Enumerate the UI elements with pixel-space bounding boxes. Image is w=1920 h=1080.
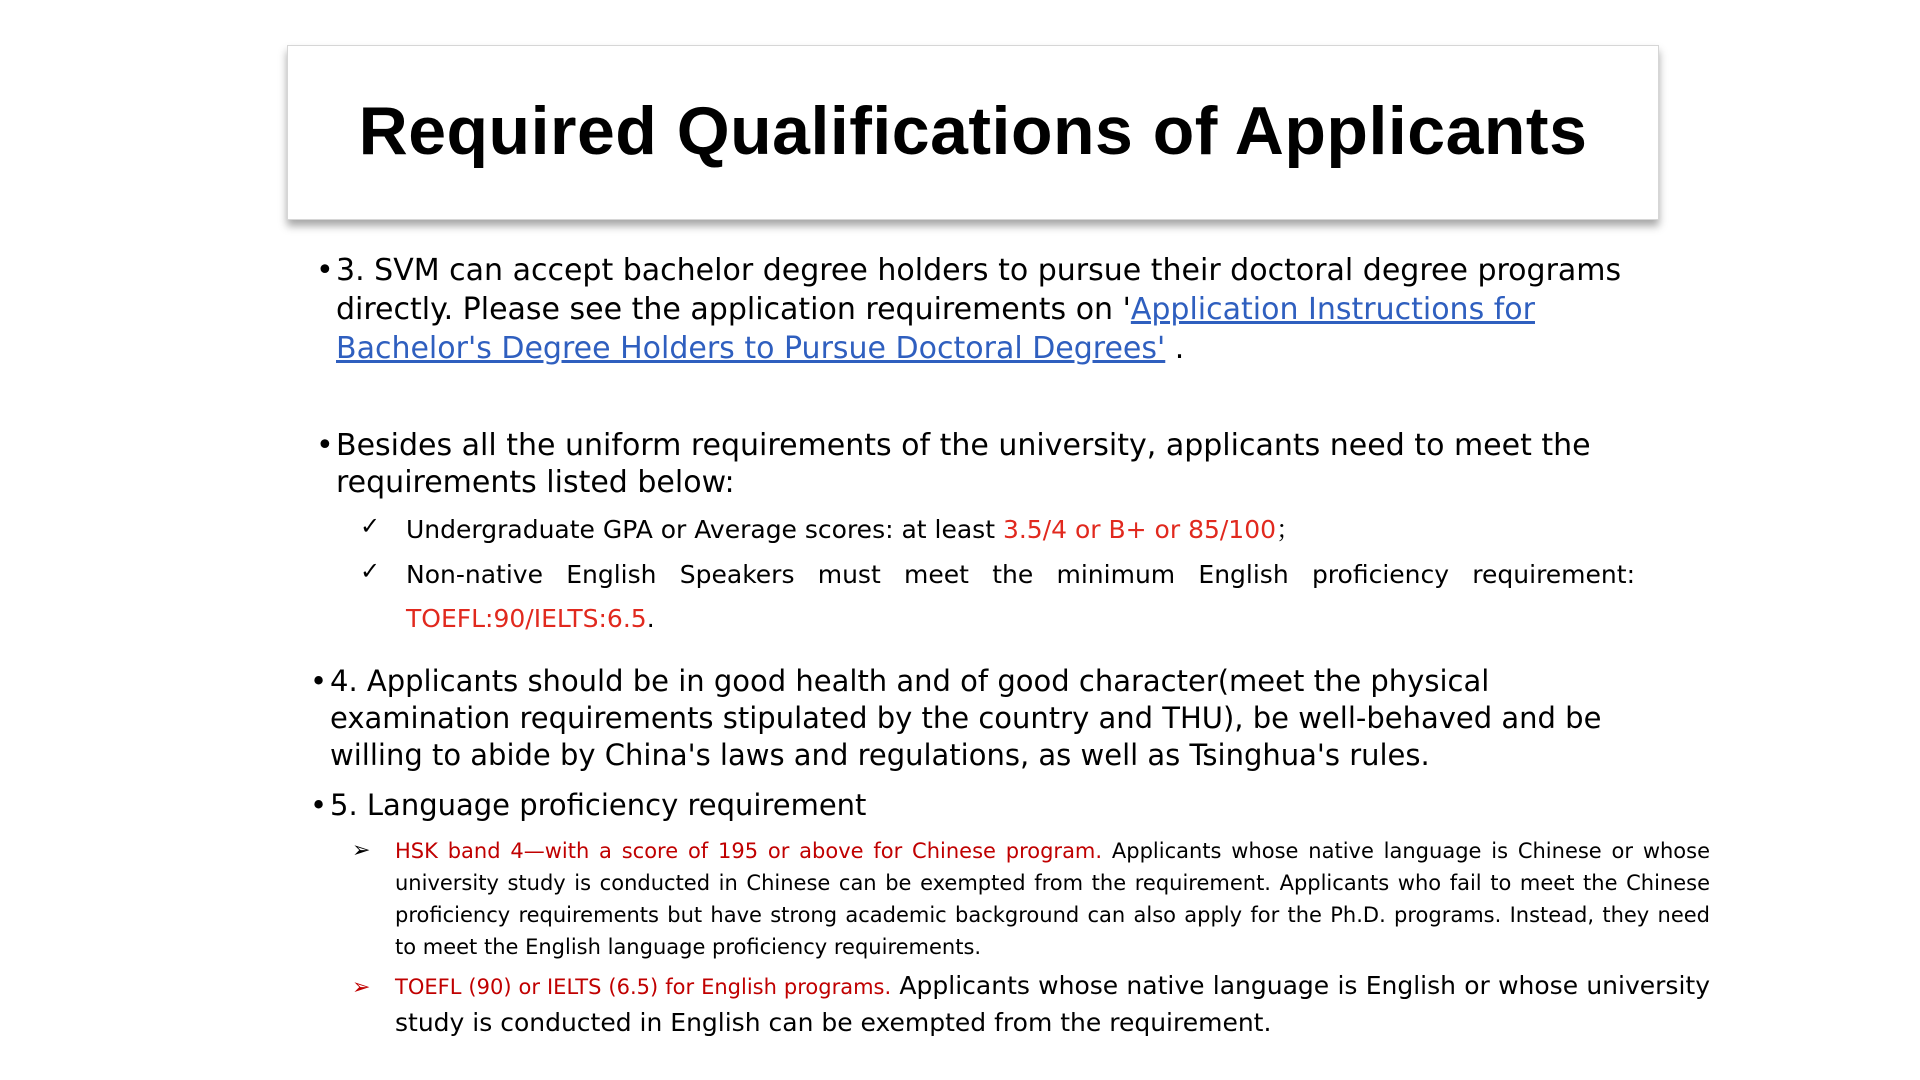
hsk-requirement — [395, 835, 1710, 963]
gpa-highlight: 3.5/4 or B+ or 85/100 — [1002, 515, 1277, 544]
hsk-highlight: HSK band 4—with a score of 195 or above for Chinese program. — [395, 839, 1103, 863]
hsk-text: Applicants whose native language is Chinese or whose university study is conducted in Chinese can be exempted from the requirement. Applicants who fail to meet the Chinese proficiency requirements but have strong academic background can also apply for the Ph.D. programs. Instead, they need to meet the English language proficiency requirements. — [395, 839, 1711, 959]
english-highlight: TOEFL:90/IELTS:6.5 — [406, 604, 647, 633]
english-requirement — [406, 553, 1635, 641]
title-box — [287, 45, 1659, 220]
gpa-text: Undergraduate GPA or Average scores: at least — [406, 515, 1003, 544]
toefl-requirement — [395, 968, 1710, 1041]
item-3-text: 3. SVM can accept bachelor degree holders to pursue their doctoral degree programs directly. Please see the application requirements on ' — [336, 253, 1622, 327]
item-3-after: . — [1165, 331, 1185, 366]
item-4-text: 4. Applicants should be in good health and of good character(meet the physical examination requirements stipulated by the country and THU), be well-behaved and be willing to abide by China's laws and regulations, as well as Tsinghua's rules. — [330, 664, 1602, 772]
toefl-text: Applicants whose native language is English or whose university study is conducted in English can be exempted from the requirement. — [395, 971, 1710, 1037]
item-5-text: 5. Language proficiency requirement — [330, 788, 867, 822]
check-icon: ✓ — [360, 512, 381, 540]
english-after: . — [646, 604, 655, 633]
bullet: • — [310, 664, 328, 698]
item-3 — [316, 251, 1636, 368]
item-4 — [310, 663, 1660, 774]
besides-item — [316, 427, 1636, 501]
arrow-bullet-icon: ➢ — [352, 975, 371, 1000]
slide-title: Required Qualifications of Applicants — [358, 93, 1588, 169]
arrow-bullet-icon: ➢ — [352, 838, 371, 863]
english-text: Non-native English Speakers must meet the minimum English proficiency requirement: — [406, 560, 1635, 589]
bullet: • — [310, 788, 328, 822]
bullet: • — [316, 428, 334, 463]
application-instructions-link[interactable]: Application Instructions for Bachelor's Degree Holders to Pursue Doctoral Degrees' — [336, 292, 1535, 366]
gpa-after: ； — [1276, 515, 1302, 544]
bullet: • — [316, 253, 334, 288]
besides-text: Besides all the uniform requirements of the university, applicants need to meet the requirements listed below: — [336, 428, 1591, 500]
gpa-requirement — [406, 508, 1646, 552]
check-icon: ✓ — [360, 557, 381, 585]
item-5 — [310, 787, 1660, 824]
toefl-highlight: TOEFL (90) or IELTS (6.5) for English programs. — [395, 975, 892, 999]
